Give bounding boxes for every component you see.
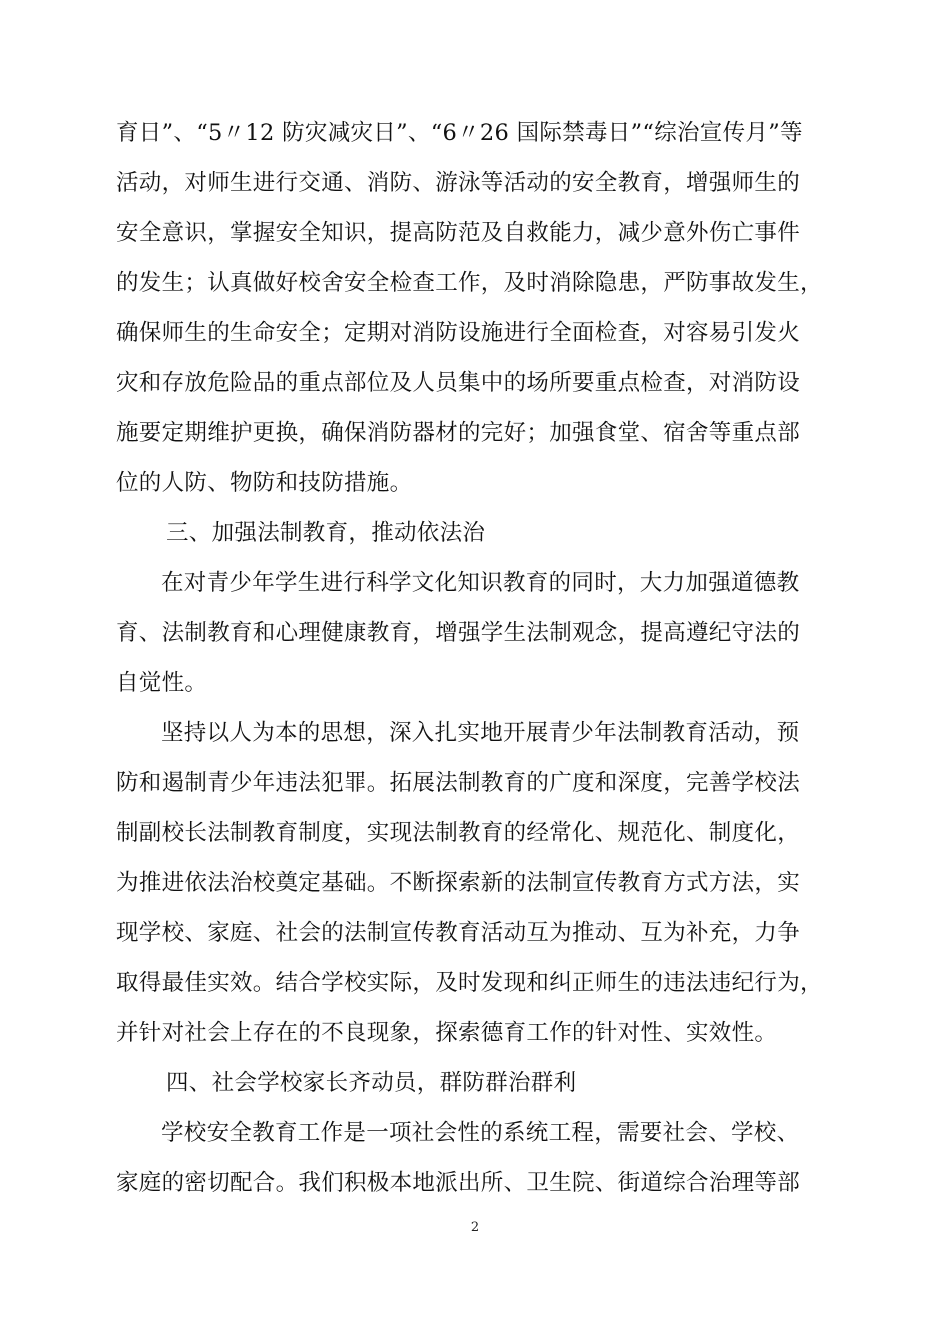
text-line: 育日”、“5〃12 防灾减灾日”、“6〃26 国际禁毒日”“综治宣传月”等 <box>116 120 803 146</box>
text-line: 育、法制教育和心理健康教育，增强学生法制观念，提高遵纪守法的 <box>116 620 801 646</box>
text-line: 安全意识，掌握安全知识，提高防范及自救能力，减少意外伤亡事件 <box>116 220 801 246</box>
text-line: 施要定期维护更换，确保消防器材的完好；加强食堂、宿舍等重点部 <box>116 420 801 446</box>
page-number: 2 <box>470 1220 480 1235</box>
text-line: 活动，对师生进行交通、消防、游泳等活动的安全教育，增强师生的 <box>116 170 801 196</box>
text-line: 现学校、家庭、社会的法制宣传教育活动互为推动、互为补充，力争 <box>116 920 801 946</box>
text-line: 制副校长法制教育制度，实现法制教育的经常化、规范化、制度化， <box>116 820 801 846</box>
text-line: 自觉性。 <box>116 670 208 696</box>
text-line: 学校安全教育工作是一项社会性的系统工程，需要社会、学校、 <box>161 1120 800 1146</box>
paragraph-safety-continuation <box>116 108 836 508</box>
text-line: 在对青少年学生进行科学文化知识教育的同时，大力加强道德教 <box>161 570 800 596</box>
text-line: 的发生；认真做好校舍安全检查工作，及时消除隐患，严防事故发生， <box>116 270 823 296</box>
text-line: 确保师生的生命安全；定期对消防设施进行全面检查，对容易引发火 <box>116 320 801 346</box>
text-line: 并针对社会上存在的不良现象，探索德育工作的针对性、实效性。 <box>116 1020 778 1046</box>
document-body <box>116 108 836 1208</box>
text-line: 坚持以人为本的思想，深入扎实地开展青少年法制教育活动，预 <box>161 720 800 746</box>
text-line: 灾和存放危险品的重点部位及人员集中的场所要重点检查，对消防设 <box>116 370 801 396</box>
text-line: 防和遏制青少年违法犯罪。拓展法制教育的广度和深度，完善学校法 <box>116 770 801 796</box>
paragraph-legal-education <box>116 558 836 708</box>
section-heading-3 <box>116 508 836 558</box>
heading-text: 三、加强法制教育，推动依法治 <box>166 520 486 546</box>
section-heading-4 <box>116 1058 836 1108</box>
heading-text: 四、社会学校家长齐动员，群防群治群利 <box>166 1070 577 1096</box>
text-line: 位的人防、物防和技防措施。 <box>116 470 413 496</box>
paragraph-people-oriented <box>116 708 836 1058</box>
text-line: 取得最佳实效。结合学校实际，及时发现和纠正师生的违法违纪行为， <box>116 970 823 996</box>
paragraph-social-cooperation <box>116 1108 836 1208</box>
text-line: 家庭的密切配合。我们积极本地派出所、卫生院、街道综合治理等部 <box>116 1170 801 1196</box>
text-line: 为推进依法治校奠定基础。不断探索新的法制宣传教育方式方法，实 <box>116 870 801 896</box>
